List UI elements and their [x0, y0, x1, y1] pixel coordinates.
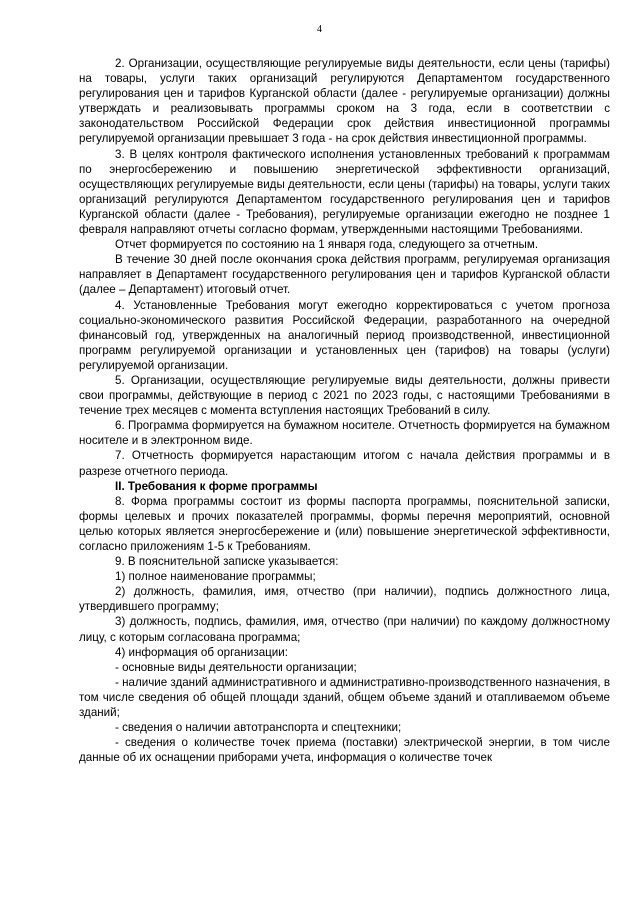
section-heading: II. Требования к форме программы — [115, 479, 318, 493]
paragraph-final-report: В течение 30 дней после окончания срока действия программ, регулируемая организация направляет в Департамент государственного регулирования цен и тарифов Курганской области (далее – Департамент) итоговый отчет. — [79, 253, 610, 297]
document-body — [79, 56, 610, 765]
list-item-1: 1) полное наименование программы; — [115, 570, 316, 584]
paragraph-2: 2. Организации, осуществляющие регулируемые виды деятельности, если цены (тарифы) на товары, услуги таких организаций регулируются Департаментом государственного регулирования цен и тарифов Курганской области (далее - регулируемые организации) должны утверждать и реализовывать программы сроком на 3 года, если в соответствии с законодательством Российской Федерации срок действия инвестиционной программы регулируемой организации превышает 3 года - на срок действия инвестиционной программы. — [79, 57, 610, 146]
paragraph-9: 9. В пояснительной записке указывается: — [115, 555, 339, 569]
page-number: 4 — [317, 24, 322, 35]
paragraph-8: 8. Форма программы состоит из формы паспорта программы, пояснительной записки, формы целевых и прочих показателей программы, формы перечня мероприятий, основной целью которых является энергосбережение и (или) повышение энергетической эффективности, согласно приложениям 1-5 к Требованиям. — [79, 494, 610, 553]
paragraph-4: 4. Установленные Требования могут ежегодно корректироваться с учетом прогноза социально-экономического развития Российской Федерации, разработанного на очередной финансовый год, утвержденных на аналогичный период производственной, инвестиционной программ регулируемой организации и установленных цен (тарифов) на товары (услуги) регулируемой организации. — [79, 298, 610, 372]
list-item-4: 4) информация об организации: — [115, 645, 288, 659]
list-item-3: 3) должность, подпись, фамилия, имя, отчество (при наличии) по каждому должностному лицу, с которым согласована программа; — [79, 615, 610, 644]
paragraph-3: 3. В целях контроля фактического исполнения установленных требований к программам по энергосбережению и повышению энергетической эффективности организаций, осуществляющих регулируемые виды деятельности, если цены (тарифы) на товары, услуги таких организаций регулируются Департаментом государственного регулирования цен и тарифов Курганской области (далее - Требования), регулируемые организации ежегодно не позднее 1 февраля направляют отчеты согласно формам, утвержденными настоящими Требованиями. — [79, 147, 610, 237]
sublist-item-buildings: - наличие зданий административного и административно-производственного назначения, в том числе сведения об общей площади зданий, общем объеме зданий и отапливаемом объеме зданий; — [79, 675, 610, 720]
paragraph-5: 5. Организации, осуществляющие регулируемые виды деятельности, должны привести свои программы, действующие в период с 2021 по 2023 годы, с настоящими Требованиями в течение трех месяцев с момента вступления настоящих Требований в силу. — [79, 373, 610, 418]
paragraph-7: 7. Отчетность формируется нарастающим итогом с начала действия программы и в разрезе отчетного периода. — [79, 449, 610, 478]
list-item-2: 2) должность, фамилия, имя, отчество (при наличии), подпись должностного лица, утвердившего программу; — [79, 585, 610, 614]
paragraph-report-date: Отчет формируется по состоянию на 1 января года, следующего за отчетным. — [115, 238, 539, 252]
paragraph-6: 6. Программа формируется на бумажном носителе. Отчетность формируется на бумажном носителе и в электронном виде. — [79, 419, 610, 448]
sublist-item-vehicles: - сведения о наличии автотранспорта и спецтехники; — [115, 721, 402, 735]
sublist-item-activities: - основные виды деятельности организации; — [115, 660, 357, 674]
sublist-item-metering-points: - сведения о количестве точек приема (поставки) электрической энергии, в том числе данные об их оснащении приборами учета, информация о количестве точек — [79, 736, 610, 765]
